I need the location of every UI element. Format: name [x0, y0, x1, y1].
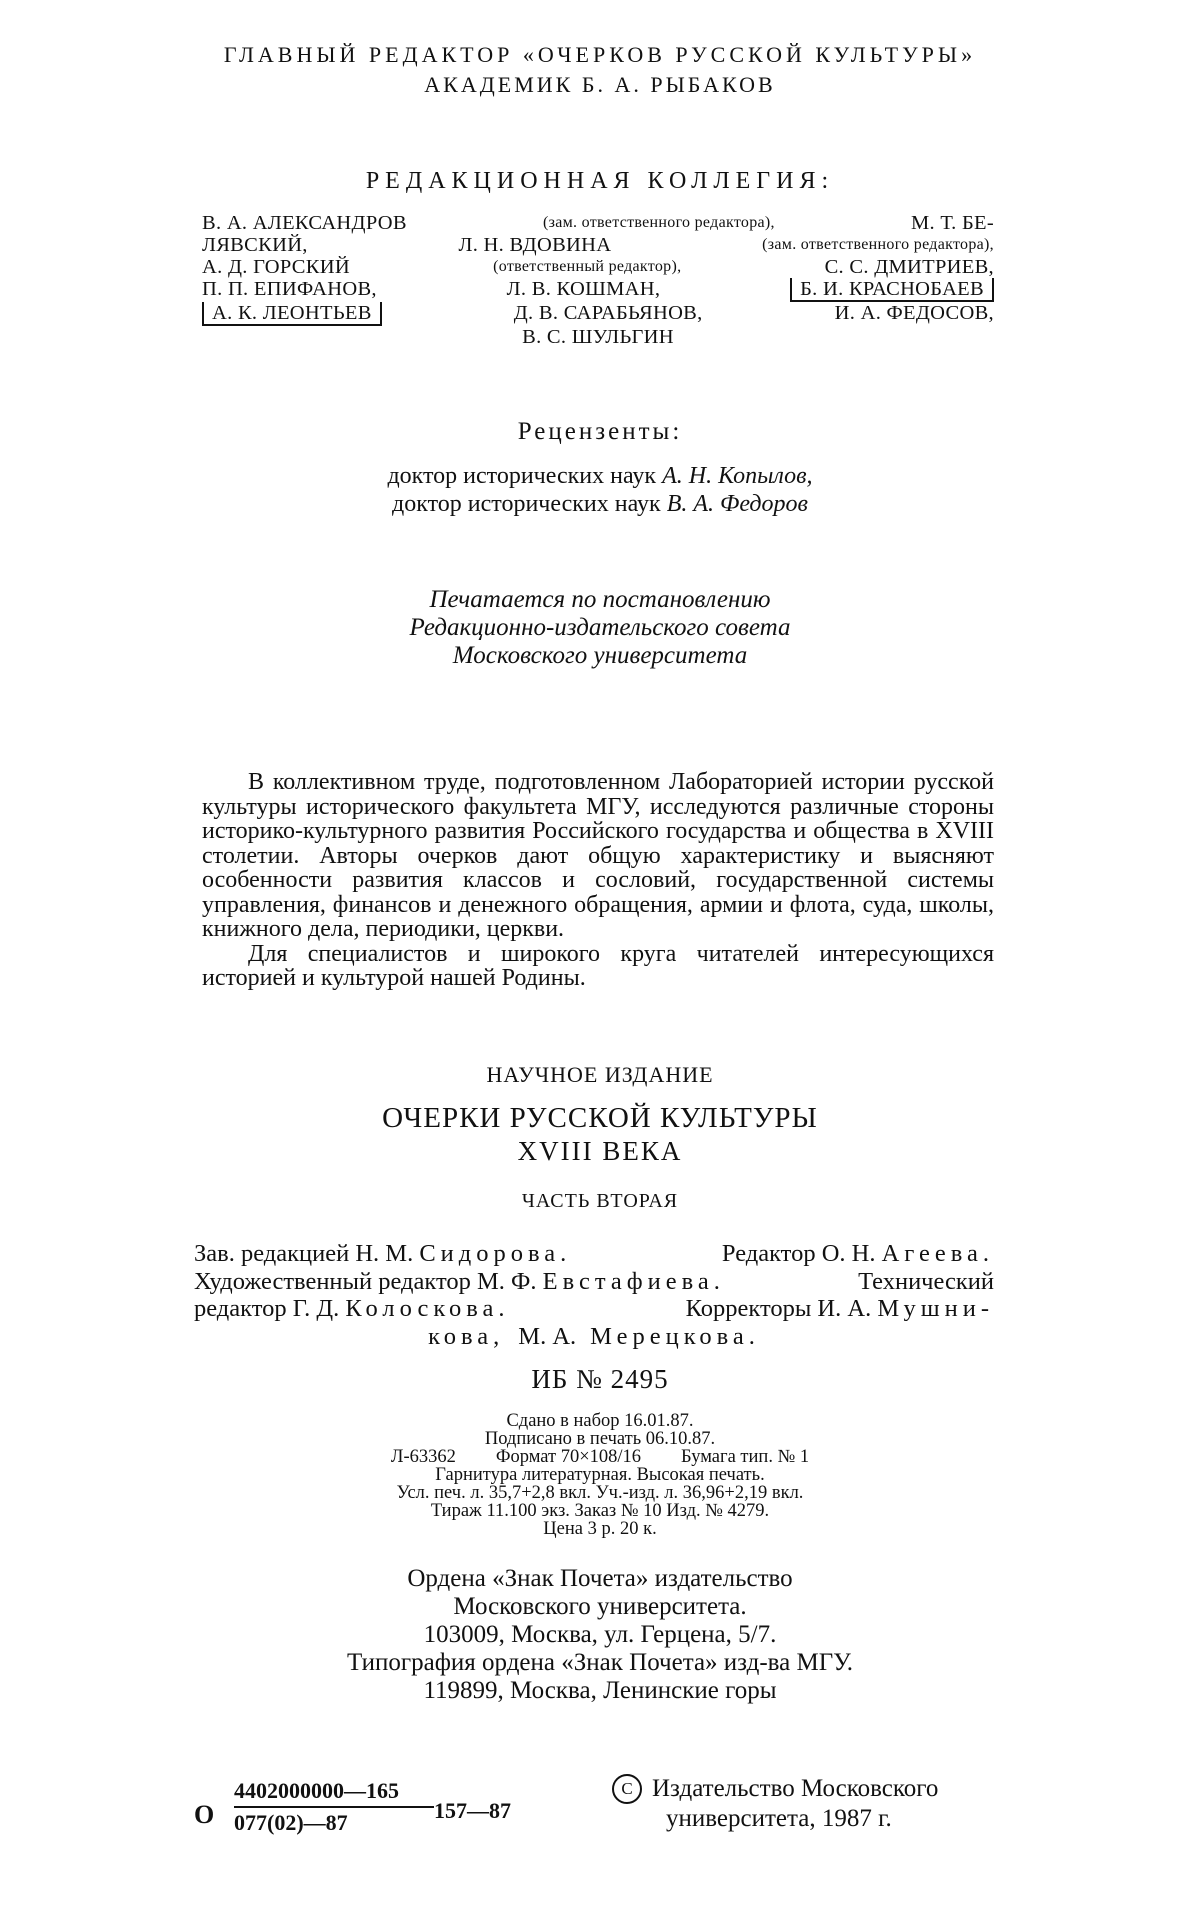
- abstract: [202, 770, 994, 991]
- board-line: А. Д. ГОРСКИЙ (ответственный редактор), С. С. ДМИТРИЕВ,: [202, 256, 994, 278]
- editorial-staff: [194, 1240, 994, 1350]
- reviewer-line: доктор исторических наук А. Н. Копылов,: [387, 463, 813, 489]
- print-specs: Сдано в набор 16.01.87. Подписано в печать 06.10.87. Л-63362 Формат 70×108/16 Бумага тип. № 1 Гарнитура литературная. Высокая печать. Усл. печ. л. 35,7+2,8 вкл. Уч.-изд. л. 36,96+2,19 вкл. Тираж 11.100 экз. Заказ № 10 Изд. № 4279. Цена 3 р. 20 к.: [390, 1411, 810, 1539]
- publication-approval: Печатается по постановлению Редакционно-издательского совета Московского университета: [409, 586, 791, 669]
- memorial-frame: Б. И. КРАСНОБАЕВ: [790, 278, 994, 302]
- publisher-info: Ордена «Знак Почета» издательство Московского университета. 103009, Москва, ул. Герцена, 5/7. Типография ордена «Знак Почета» изд-ва МГУ. 119899, Москва, Ленинские горы: [346, 1565, 854, 1704]
- book-part: ЧАСТЬ ВТОРАЯ: [521, 1190, 679, 1212]
- colophon-page: ГЛАВНЫЙ РЕДАКТОР «ОЧЕРКОВ РУССКОЙ КУЛЬТУРЫ» АКАДЕМИК Б. А. РЫБАКОВ РЕДАКЦИОННАЯ КОЛЛЕГИЯ: В. А. АЛЕКСАНДРОВ (зам. ответственного редактора), М. Т. БЕ- ЛЯВСКИЙ, Л. Н. ВДОВИНА (зам. ответственного редактора), А. Д. ГОРСКИЙ (ответственный редактор), С. С. ДМИТРИЕВ, П. П. ЕПИФАНОВ, Л. В. КОШМАН, Б. И. КРАСНОБАЕВ А. К. ЛЕОНТЬЕВ Д. В. САРАБЬЯНОВ, И. А. ФЕДОСОВ, В. С. ШУЛЬГИН Рецензенты: доктор исторических наук А. Н. Копылов, доктор исторических наук В. А. Федоров Печатается по постановлению Редакционно-издательского совета Московского университета В коллективном труде, подготовленном Лабораторией истории русской культуры исторического факультета МГУ, исследуются различные стороны историко-культурного развития Российского государства и общества в XVIII столетии. Авторы очерков дают общую характеристику и выясняют особенности развития классов и сословий, государственной системы управления, финансов и денежного обращения, армии и флота, суда, школы, книжного дела, периодики, церкви. Для специалистов и широкого круга читателей интересующихся историей и культурой нашей Родины. НАУЧНОЕ ИЗДАНИЕ ОЧЕРКИ РУССКОЙ КУЛЬТУРЫ XVIII ВЕКА ЧАСТЬ ВТОРАЯ Зав. редакцией Н. М. Сидорова. Редактор О. Н. Агеева. Художественный редактор М. Ф. Евстафиева. Технический редактор Г. Д. Колоскова. Корректоры И. А. Мушни- кова, М. А. Мерецкова. ИБ № 2495 Сдано в набор 16.01.87. Подписано в печать 06.10.87. Л-63362 Формат 70×108/16 Бумага тип. № 1 Гарнитура литературная. Высокая печать. Усл. печ. л. 35,7+2,8 вкл. Уч.-изд. л. 36,96+2,19 вкл. Тираж 11.100 экз. Заказ № 10 Изд. № 4279. Цена 3 р. 20 к. Ордена «Знак Почета» издательство Московского университета. 103009, Москва, ул. Герцена, 5/7. Типография ордена «Знак Почета» изд-ва МГУ. 119899, Москва, Ленинские горы О $\frac{4402000000—165}{077(02)—87}$ 157—87 C Издательство Московского университета, 1987 г.: [0, 0, 1200, 1915]
- edition-type: НАУЧНОЕ ИЗДАНИЕ: [486, 1062, 714, 1087]
- catalog-suffix: 157—87: [434, 1798, 511, 1823]
- copyright-notice: C Издательство Московского университета, 1987 г.: [612, 1774, 938, 1834]
- reviewers-title: Рецензенты:: [517, 418, 683, 445]
- catalog-denominator: 077(02)—87: [234, 1810, 348, 1835]
- board-line: П. П. ЕПИФАНОВ, Л. В. КОШМАН, Б. И. КРАСНОБАЕВ: [202, 278, 994, 302]
- staff-line: Художественный редактор М. Ф. Евстафиева. Технический: [194, 1267, 994, 1295]
- board-line: В. А. АЛЕКСАНДРОВ (зам. ответственного редактора), М. Т. БЕ-: [202, 212, 994, 234]
- board-line: В. С. ШУЛЬГИН: [522, 326, 674, 348]
- book-title-century: XVIII ВЕКА: [517, 1136, 683, 1166]
- board-line: ЛЯВСКИЙ, Л. Н. ВДОВИНА (зам. ответственного редактора),: [202, 234, 994, 256]
- board-line: А. К. ЛЕОНТЬЕВ Д. В. САРАБЬЯНОВ, И. А. ФЕДОСОВ,: [202, 302, 994, 326]
- reviewers-list: [0, 462, 1200, 518]
- catalog-numerator: 4402000000—165: [234, 1778, 434, 1808]
- abstract-paragraph: В коллективном труде, подготовленном Лабораторией истории русской культуры исторического факультета МГУ, исследуются различные стороны историко-культурного развития Российского государства и общества в XVIII столетии. Авторы очерков дают общую характеристику и выясняют особенности развития классов и сословий, государственной системы управления, финансов и денежного обращения, армии и флота, суда, школы, книжного дела, периодики, церкви.: [202, 769, 994, 942]
- academician-line: АКАДЕМИК Б. А. РЫБАКОВ: [424, 72, 776, 97]
- memorial-frame: А. К. ЛЕОНТЬЕВ: [202, 302, 382, 326]
- abstract-paragraph: Для специалистов и широкого круга читателей интересующихся историей и культурой нашей Родины.: [202, 940, 994, 991]
- copyright-icon: C: [612, 1774, 642, 1804]
- book-title: ОЧЕРКИ РУССКОЙ КУЛЬТУРЫ: [382, 1102, 818, 1134]
- ib-number: ИБ № 2495: [531, 1364, 669, 1394]
- reviewer-line: доктор исторических наук В. А. Федоров: [392, 491, 808, 517]
- editorial-board-list: [202, 212, 994, 348]
- staff-line: Зав. редакцией Н. М. Сидорова. Редактор О. Н. Агеева.: [194, 1240, 994, 1267]
- staff-line: кова, М. А. Мерецкова.: [428, 1322, 760, 1350]
- chief-editor-line: ГЛАВНЫЙ РЕДАКТОР «ОЧЕРКОВ РУССКОЙ КУЛЬТУРЫ»: [223, 42, 977, 67]
- editorial-board-title: РЕДАКЦИОННАЯ КОЛЛЕГИЯ:: [365, 168, 835, 194]
- staff-line: редактор Г. Д. Колоскова. Корректоры И. А. Мушни-: [194, 1295, 994, 1322]
